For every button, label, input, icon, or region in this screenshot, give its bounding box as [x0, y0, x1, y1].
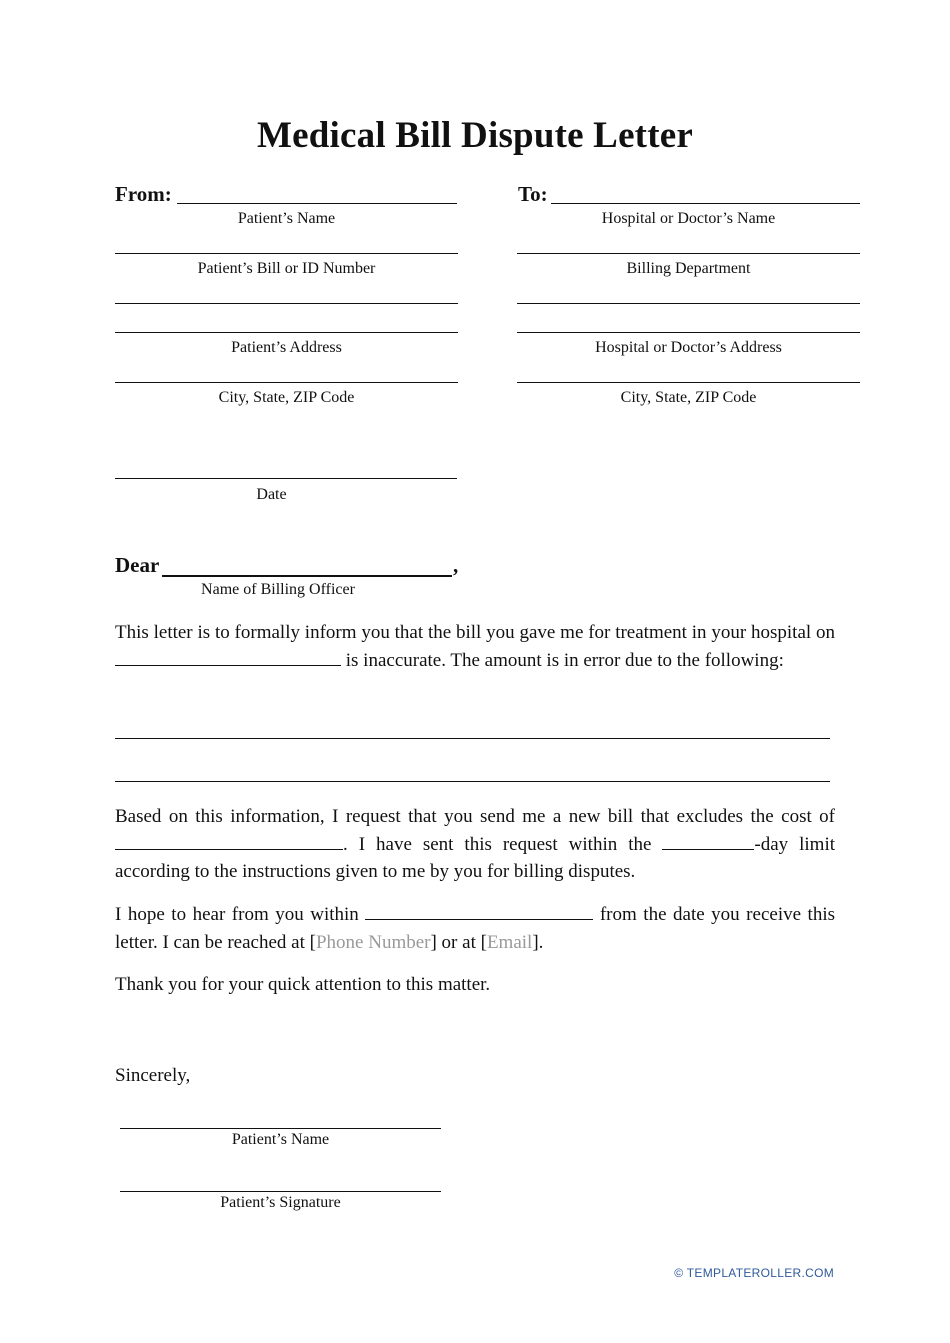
to-city-caption: City, State, ZIP Code [620, 389, 757, 406]
salutation-comma: , [453, 553, 459, 577]
to-dept-caption: Billing Department [626, 260, 751, 277]
from-address-caption: Patient’s Address [231, 339, 342, 356]
reason-line-2[interactable] [115, 781, 830, 782]
from-address-line-2[interactable] [115, 332, 458, 333]
excluded-cost-blank[interactable] [115, 831, 343, 850]
document-title: Medical Bill Dispute Letter [257, 115, 693, 156]
paragraph-1-text-a: This letter is to formally inform you that the bill you gave me for treatment in your hospital on [115, 622, 835, 643]
from-bill-line[interactable] [115, 253, 458, 254]
to-dept-line[interactable] [517, 253, 860, 254]
treatment-date-blank[interactable] [115, 647, 341, 666]
paragraph-2 [115, 803, 835, 886]
paragraph-4: Thank you for your quick attention to this matter. [115, 974, 491, 995]
day-limit-blank[interactable] [662, 831, 754, 850]
response-time-blank[interactable] [365, 901, 593, 920]
to-name-caption: Hospital or Doctor’s Name [601, 210, 776, 227]
to-name-line[interactable] [551, 203, 860, 204]
to-city-line[interactable] [517, 382, 860, 383]
from-name-caption: Patient’s Name [237, 210, 336, 227]
from-address-line-1[interactable] [115, 303, 458, 304]
closing-name-line[interactable] [120, 1128, 441, 1129]
email-placeholder[interactable]: Email [486, 931, 533, 953]
signature-caption: Patient’s Signature [220, 1194, 341, 1211]
from-label: From: [115, 182, 172, 206]
from-bill-caption: Patient’s Bill or ID Number [197, 260, 376, 277]
paragraph-2-text-b: . I have sent this request within the [343, 833, 652, 855]
to-address-caption: Hospital or Doctor’s Address [595, 339, 782, 356]
from-city-caption: City, State, ZIP Code [218, 389, 355, 406]
paragraph-3-text-c: ] or at [ [430, 931, 487, 953]
paragraph-3-text-b: from the date you receive this letter. I can be reached at [ [115, 904, 835, 953]
paragraph-3 [115, 901, 835, 956]
signature-line[interactable] [120, 1191, 441, 1192]
dear-label: Dear [115, 553, 160, 577]
billing-officer-caption: Name of Billing Officer [201, 581, 355, 598]
to-address-line-2[interactable] [517, 332, 860, 333]
reason-line-1[interactable] [115, 738, 830, 739]
to-address-line-1[interactable] [517, 303, 860, 304]
paragraph-2-text-a: Based on this information, I request that you send me a new bill that excludes the cost of [115, 806, 835, 827]
date-line[interactable] [115, 478, 457, 479]
date-caption: Date [256, 486, 287, 503]
footer-copyright[interactable]: © TEMPLATEROLLER.COM [674, 1266, 834, 1280]
paragraph-1-text-b: is inaccurate. The amount is in error due to the following: [345, 649, 784, 671]
sincerely: Sincerely, [115, 1065, 191, 1086]
to-label: To: [518, 182, 548, 206]
from-city-line[interactable] [115, 382, 458, 383]
paragraph-3-text-a: I hope to hear from you within [115, 904, 359, 925]
phone-placeholder[interactable]: Phone Number [315, 931, 431, 953]
paragraph-2-text-c: -day limit according to the instructions given to me by you for billing disputes. [115, 833, 835, 882]
from-name-line[interactable] [177, 203, 457, 204]
paragraph-3-text-d: ]. [532, 931, 544, 953]
closing-name-caption: Patient’s Name [231, 1131, 330, 1148]
paragraph-1 [115, 619, 835, 674]
billing-officer-line[interactable] [162, 575, 452, 577]
